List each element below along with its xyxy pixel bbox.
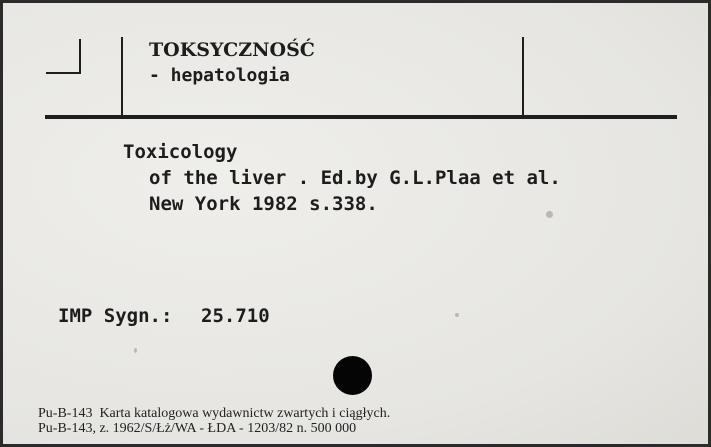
punch-hole [333, 356, 372, 395]
corner-mark-horizontal [46, 72, 81, 74]
paper-speck [546, 211, 553, 218]
signature-value: 25.710 [201, 305, 270, 327]
header-rule [45, 115, 677, 119]
corner-mark-vertical [79, 39, 81, 74]
column-rule-left [121, 37, 123, 117]
signature-label: IMP Sygn.: [58, 305, 173, 327]
title-line-1: Toxicology [123, 141, 238, 163]
footer-line-2: Pu-B-143, z. 1962/S/Łż/WA - ŁDA - 1203/82 n. 500 000 [38, 421, 357, 436]
subject-heading: TOKSYCZNOŚĆ [149, 39, 315, 61]
column-rule-right [522, 37, 524, 117]
subject-subdivision: - hepatologia [149, 65, 290, 86]
footer-line-1: Pu-B-143 Karta katalogowa wydawnictw zwartych i ciągłych. [38, 406, 391, 421]
paper-speck [134, 348, 137, 353]
paper-speck [455, 313, 459, 317]
imprint-line: New York 1982 s.338. [149, 193, 378, 215]
title-line-2: of the liver . Ed.by G.L.Plaa et al. [149, 167, 561, 189]
